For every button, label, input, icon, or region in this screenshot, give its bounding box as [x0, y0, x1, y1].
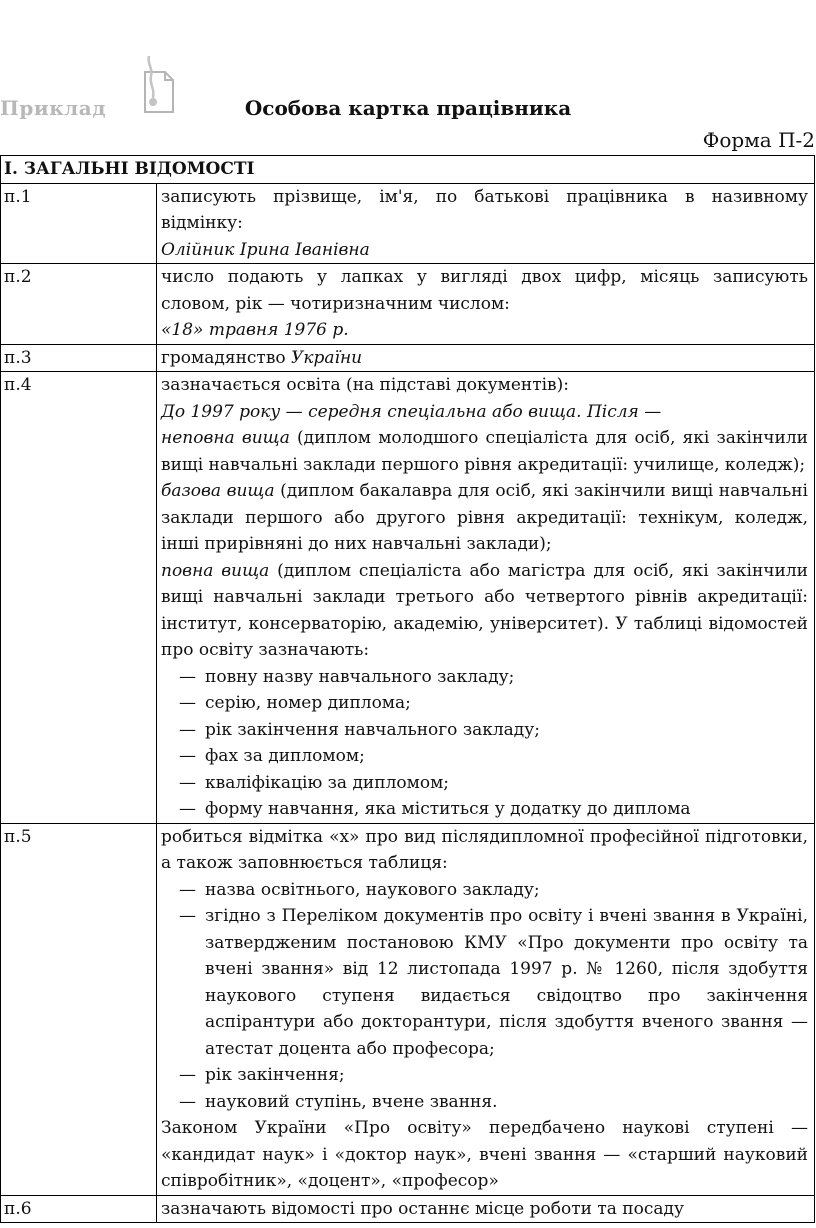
list-item: — форму навчання, яка міститься у додатку до диплома	[161, 796, 808, 823]
row-intro: робиться відмітка «х» про вид післядипломної професійної підготовки, а також заповнюється таблиця:	[161, 826, 808, 873]
section-row	[1, 156, 815, 184]
table-row-p1	[1, 183, 815, 264]
list-item: — згідно з Переліком документів про освіту і вчені звання в Україні, затвердженим постановою КМУ «Про документи про освіту та вчені звання» від 12 листопада 1997 р. № 1260, після здобуття наукового ступеня видається свідоцтво про закінчення аспірантури або докторантури, після здобуття вченого звання — атестат доцента або професора;	[161, 903, 808, 1062]
term-basic: базова вища	[161, 481, 275, 501]
row-closing: Законом України «Про освіту» передбачено наукові ступені — «кандидат наук» і «доктор наук», вчені звання — «старший науковий співробітник», «доцент», «професор»	[161, 1118, 808, 1191]
form-code: Форма П-2	[702, 128, 815, 152]
row-example: України	[291, 347, 363, 368]
page-title: Особова картка працівника	[244, 96, 572, 120]
education-full	[161, 558, 808, 664]
term-incomplete: неповна вища	[161, 428, 290, 448]
row-text: записують прізвище, ім'я, по батькові працівника в називному відмінку:	[161, 186, 808, 233]
logo	[0, 28, 200, 120]
logo-word: Приклад	[0, 96, 107, 120]
education-fields-list	[161, 664, 808, 823]
row-description	[157, 372, 815, 824]
row-example: Олійник Ірина Іванівна	[161, 239, 370, 260]
list-item: — кваліфікацію за дипломом;	[161, 770, 808, 797]
term-basic-text: (диплом бакалавра для осіб, які закінчили вищі навчальні заклади першого або другого рівня акредитації: технікум, коледж, інші прирівняні до них навчальні заклади);	[161, 481, 808, 554]
row-label: п.6	[1, 1195, 157, 1223]
row-label: п.5	[1, 823, 157, 1195]
table-row-p3	[1, 344, 815, 372]
row-label: п.1	[1, 183, 157, 264]
row-description	[157, 183, 815, 264]
table-row-p5	[1, 823, 815, 1195]
row-label: п.4	[1, 372, 157, 824]
row-description	[157, 823, 815, 1195]
row-intro: зазначається освіта (на підставі документів):	[161, 375, 569, 395]
postgraduate-list	[161, 877, 808, 1116]
term-incomplete-text: (диплом молодшого спеціаліста для осіб, які закінчили вищі навчальні заклади першого рівня акредитації: училище, коледж);	[161, 428, 808, 475]
list-item: — рік закінчення навчального закладу;	[161, 717, 808, 744]
table-row-p6	[1, 1195, 815, 1223]
row-text: громадянство	[161, 347, 292, 368]
list-item: — повну назву навчального закладу;	[161, 664, 808, 691]
table-row-p4	[1, 372, 815, 824]
row-text: число подають у лапках у вигляді двох цифр, місяць записують словом, рік — чотиризначним числом:	[161, 267, 808, 314]
term-full-text: (диплом спеціаліста або магістра для осіб, які закінчили вищі навчальні заклади третього або четвертого рівнів акредитації: інститут, консерваторію, академію, університет). У таблиці відомостей про освіту зазначають:	[161, 560, 809, 660]
education-basic	[161, 478, 808, 558]
row-label: п.3	[1, 344, 157, 372]
row-description	[157, 1195, 815, 1223]
row-note: До 1997 року — середня спеціальна або вища. Після —	[161, 401, 662, 422]
instruction-table	[0, 155, 815, 1223]
list-item: — назва освітнього, наукового закладу;	[161, 877, 808, 904]
list-item: — серію, номер диплома;	[161, 690, 808, 717]
row-label: п.2	[1, 264, 157, 345]
row-description	[157, 344, 815, 372]
row-description	[157, 264, 815, 345]
list-item: — фах за дипломом;	[161, 743, 808, 770]
row-text: зазначають відомості про останнє місце роботи та посаду	[161, 1198, 684, 1219]
row-example: «18» травня 1976 р.	[161, 320, 349, 340]
section-heading: І. ЗАГАЛЬНІ ВІДОМОСТІ	[1, 156, 815, 184]
list-item: — рік закінчення;	[161, 1062, 808, 1089]
table-row-p2	[1, 264, 815, 345]
list-item: — науковий ступінь, вчене звання.	[161, 1089, 808, 1116]
education-incomplete	[161, 425, 808, 478]
term-full: повна вища	[161, 560, 270, 581]
